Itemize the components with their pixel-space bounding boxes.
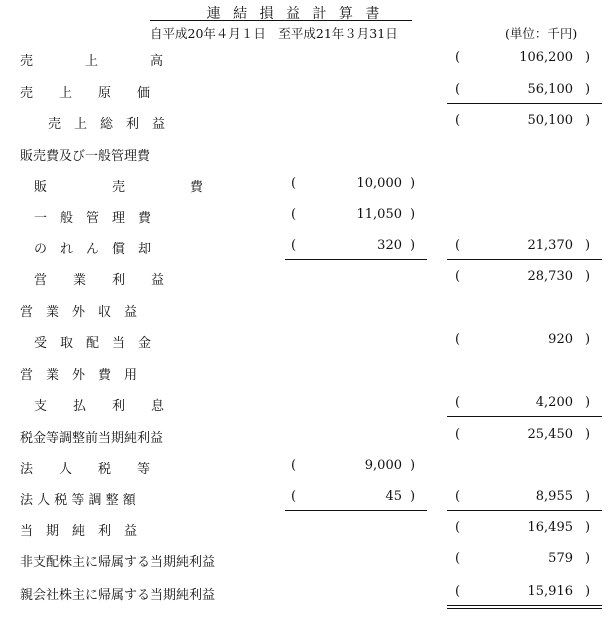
- row-label: 売 上 高: [20, 54, 164, 69]
- paren-close: ): [410, 489, 416, 504]
- amount-col2: 579: [548, 551, 573, 566]
- amount-col2: 28,730: [527, 269, 573, 284]
- amount-col2: 21,370: [527, 238, 573, 253]
- amount-col2: 56,100: [527, 82, 573, 97]
- row-sales: [0, 50, 614, 70]
- paren-close: ): [585, 113, 591, 128]
- paren-open: (: [455, 238, 461, 253]
- paren-close: ): [585, 427, 591, 442]
- row-cogs: [0, 82, 614, 102]
- row-label: 当 期 純 利 益: [20, 524, 138, 539]
- row-pretax: [0, 427, 614, 447]
- paren-close: ): [585, 395, 591, 410]
- row-nonop-expense-heading: [0, 364, 614, 384]
- paren-open: (: [291, 458, 297, 473]
- row-gross-profit: [0, 113, 614, 133]
- row-label: 親会社株主に帰属する当期純利益: [20, 588, 216, 603]
- amount-col1: 45: [385, 489, 402, 504]
- paren-open: (: [455, 82, 461, 97]
- amount-col2: 106,200: [519, 50, 573, 65]
- paren-open: (: [455, 269, 461, 284]
- paren-open: (: [291, 207, 297, 222]
- row-label: 税金等調整前当期純利益: [20, 431, 164, 446]
- row-nonop-income-heading: [0, 301, 614, 321]
- row-label: 非支配株主に帰属する当期純利益: [20, 555, 216, 570]
- amount-col1: 320: [377, 238, 402, 253]
- row-corp-tax: [0, 458, 614, 478]
- row-label: 販 売 費: [34, 180, 204, 195]
- amount-col2: 4,200: [535, 395, 573, 410]
- paren-open: (: [455, 332, 461, 347]
- row-operating-income: [0, 269, 614, 289]
- paren-open: (: [455, 50, 461, 65]
- subtotal-rule: [447, 416, 602, 417]
- row-label: 法 人 税 等: [20, 462, 151, 477]
- row-goodwill: [0, 238, 614, 258]
- unit-label: (単位：千円): [505, 26, 578, 41]
- paren-close: ): [585, 82, 591, 97]
- row-dividends: [0, 332, 614, 352]
- row-label: 法 人 税 等 調 整 額: [20, 493, 136, 508]
- statement-title: 連 結 損 益 計 算 書: [206, 6, 384, 22]
- title-underline: [150, 20, 412, 21]
- paren-close: ): [585, 551, 591, 566]
- paren-open: (: [291, 489, 297, 504]
- row-label: 一 般 管 理 費: [34, 211, 152, 226]
- paren-open: (: [291, 238, 297, 253]
- row-label: 売 上 原 価: [20, 86, 151, 101]
- row-sga-heading: [0, 145, 614, 165]
- row-net-income: [0, 520, 614, 540]
- paren-open: (: [291, 176, 297, 191]
- paren-close: ): [585, 269, 591, 284]
- section-heading: 販売費及び一般管理費: [20, 149, 151, 164]
- amount-col2: 50,100: [527, 113, 573, 128]
- paren-open: (: [455, 520, 461, 535]
- paren-close: ): [585, 584, 591, 599]
- section-heading: 営 業 外 収 益: [20, 305, 138, 320]
- fiscal-period: 自平成20年４月１日 至平成21年３月31日: [150, 26, 398, 41]
- paren-open: (: [455, 584, 461, 599]
- row-label: の れ ん 償 却: [34, 242, 152, 257]
- row-label: 営 業 利 益: [34, 273, 165, 288]
- amount-col2: 920: [548, 332, 573, 347]
- paren-close: ): [410, 176, 416, 191]
- subtotal-rule: [285, 259, 427, 260]
- amount-col2: 8,955: [535, 489, 573, 504]
- paren-close: ): [585, 238, 591, 253]
- amount-col2: 15,916: [527, 584, 573, 599]
- subtotal-rule: [285, 510, 427, 511]
- amount-col2: 25,450: [527, 427, 573, 442]
- row-parent-net-income: [0, 584, 614, 604]
- amount-col1: 10,000: [356, 176, 402, 191]
- paren-close: ): [585, 489, 591, 504]
- subtotal-rule: [447, 259, 602, 260]
- subtotal-rule: [447, 510, 602, 511]
- row-label: 受 取 配 当 金: [34, 336, 152, 351]
- amount-col1: 11,050: [356, 207, 402, 222]
- paren-open: (: [455, 489, 461, 504]
- paren-close: ): [585, 520, 591, 535]
- amount-col2: 16,495: [527, 520, 573, 535]
- paren-close: ): [410, 458, 416, 473]
- section-heading: 営 業 外 費 用: [20, 368, 138, 383]
- row-admin: [0, 207, 614, 227]
- paren-open: (: [455, 551, 461, 566]
- row-label: 支 払 利 息: [34, 399, 165, 414]
- double-rule-top: [447, 605, 602, 606]
- amount-col1: 9,000: [364, 458, 402, 473]
- row-interest: [0, 395, 614, 415]
- paren-open: (: [455, 427, 461, 442]
- paren-close: ): [585, 332, 591, 347]
- double-rule-bottom: [447, 608, 602, 609]
- paren-close: ): [585, 50, 591, 65]
- row-minority-interest: [0, 551, 614, 571]
- paren-close: ): [410, 238, 416, 253]
- paren-open: (: [455, 113, 461, 128]
- row-label: 売 上 総 利 益: [48, 117, 166, 132]
- paren-open: (: [455, 395, 461, 410]
- row-selling: [0, 176, 614, 196]
- row-tax-adjustment: [0, 489, 614, 509]
- subtotal-rule: [447, 103, 602, 104]
- paren-close: ): [410, 207, 416, 222]
